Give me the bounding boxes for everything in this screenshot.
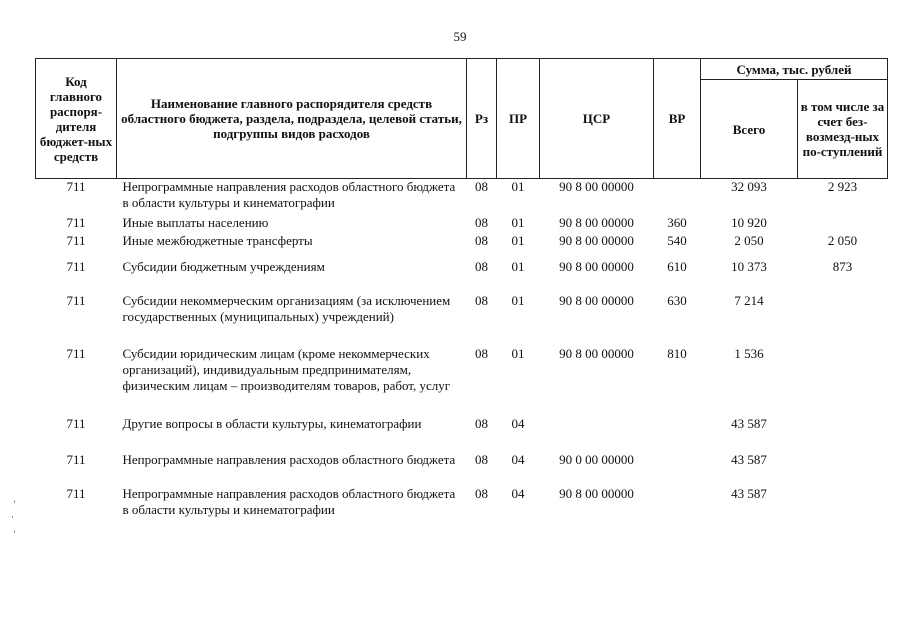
cell-vr: 610 [667, 258, 687, 274]
cell-csr: 90 8 00 00000 [559, 485, 634, 501]
cell-rz: 08 [475, 345, 488, 361]
header-sum-group: Сумма, тыс. рублей [701, 59, 888, 80]
cell-free: 2 050 [827, 232, 858, 248]
cell-vr: 360 [667, 214, 687, 230]
cell-rz: 08 [475, 485, 488, 501]
cell-pr: 04 [511, 415, 525, 431]
cell-free: 2 923 [827, 179, 858, 194]
cell-name: Иные межбюджетные трансферты [122, 232, 313, 248]
table-row [36, 179, 888, 215]
table-row [36, 486, 888, 520]
cell-code: 711 [66, 214, 86, 230]
table-row [36, 259, 888, 293]
cell-total: 43 587 [731, 485, 767, 501]
cell-pr: 04 [511, 485, 525, 501]
cell-rz: 08 [475, 292, 488, 308]
cell-name: Субсидии некоммерческим организациям (за исключением государственных (муниципальных) учреждений) [122, 292, 451, 324]
cell-total: 43 587 [731, 451, 767, 467]
cell-rz: 08 [475, 451, 488, 467]
cell-name: Непрограммные направления расходов областного бюджета в области культуры и кинематографии [122, 179, 456, 210]
cell-free: 873 [832, 258, 853, 274]
cell-code: 711 [66, 485, 86, 501]
cell-total: 1 536 [734, 345, 764, 361]
cell-pr: 04 [511, 451, 525, 467]
page-number: 59 [453, 29, 467, 44]
table-row [36, 215, 888, 233]
cell-free [798, 215, 888, 233]
cell-total: 10 920 [731, 214, 767, 230]
scan-mark [14, 500, 15, 503]
cell-vr [654, 486, 701, 520]
cell-total: 32 093 [731, 179, 767, 194]
cell-vr: 630 [667, 292, 687, 308]
cell-csr: 90 8 00 00000 [559, 214, 634, 230]
cell-code: 711 [66, 258, 86, 274]
cell-rz: 08 [475, 258, 488, 274]
cell-name: Непрограммные направления расходов областного бюджета в области культуры и кинематографии [122, 485, 456, 517]
cell-total: 10 373 [731, 258, 767, 274]
cell-total: 43 587 [731, 415, 767, 431]
cell-vr [654, 452, 701, 486]
cell-name: Иные выплаты населению [122, 214, 269, 230]
header-total: Всего [701, 80, 798, 179]
header-csr: ЦСР [540, 59, 654, 179]
cell-csr: 90 8 00 00000 [559, 258, 634, 274]
header-vr: ВР [654, 59, 701, 179]
cell-pr: 01 [511, 292, 525, 308]
cell-free [798, 486, 888, 520]
cell-name: Субсидии юридическим лицам (кроме некоммерческих организаций), индивидуальным предпринимателям, физическим лицам – производителям товаров, работ, услуг [122, 345, 451, 393]
cell-code: 711 [66, 292, 86, 308]
cell-csr: 90 0 00 00000 [559, 451, 634, 467]
table-body [36, 179, 888, 520]
cell-pr: 01 [511, 232, 525, 248]
table-header [36, 59, 888, 179]
cell-pr: 01 [511, 345, 525, 361]
cell-pr: 01 [511, 179, 525, 194]
cell-pr: 01 [511, 258, 525, 274]
header-name: Наименование главного распорядителя средств областного бюджета, раздела, подраздела, целевой статьи, подгруппы видов расходов [117, 59, 467, 179]
cell-total: 2 050 [734, 232, 764, 248]
cell-rz: 08 [475, 415, 488, 431]
cell-name: Непрограммные направления расходов областного бюджета [122, 451, 456, 467]
cell-csr: 90 8 00 00000 [559, 345, 634, 361]
cell-rz: 08 [475, 214, 488, 230]
cell-free [798, 416, 888, 452]
header-code: Код главного распоря-дителя бюджет-ных средств [36, 59, 117, 179]
cell-vr [654, 416, 701, 452]
header-free: в том числе за счет без-возмезд-ных по-ступлений [798, 80, 888, 179]
table-row [36, 233, 888, 259]
cell-vr: 540 [667, 232, 687, 248]
cell-rz: 08 [475, 232, 488, 248]
scan-mark [14, 530, 15, 533]
header-pr: ПР [497, 59, 540, 179]
cell-csr: 90 8 00 00000 [559, 232, 634, 248]
cell-code: 711 [66, 232, 86, 248]
cell-vr: 810 [667, 345, 687, 361]
table-row [36, 416, 888, 452]
cell-csr: 90 8 00 00000 [559, 179, 634, 194]
cell-total: 7 214 [734, 292, 764, 308]
cell-csr: 90 8 00 00000 [559, 292, 634, 308]
table-row [36, 346, 888, 416]
cell-code: 711 [66, 345, 86, 361]
cell-name: Субсидии бюджетным учреждениям [122, 258, 325, 274]
budget-table [35, 58, 888, 520]
cell-csr [540, 416, 654, 452]
cell-name: Другие вопросы в области культуры, кинематографии [122, 415, 422, 431]
scan-mark [12, 516, 13, 518]
cell-free [798, 346, 888, 416]
cell-code: 711 [66, 179, 86, 194]
table-row [36, 293, 888, 346]
cell-rz: 08 [475, 179, 488, 194]
cell-pr: 01 [511, 214, 525, 230]
header-rz: Рз [467, 59, 497, 179]
cell-vr [654, 179, 701, 215]
cell-free [798, 293, 888, 346]
table-row [36, 452, 888, 486]
cell-code: 711 [66, 415, 86, 431]
cell-code: 711 [66, 451, 86, 467]
cell-free [798, 452, 888, 486]
